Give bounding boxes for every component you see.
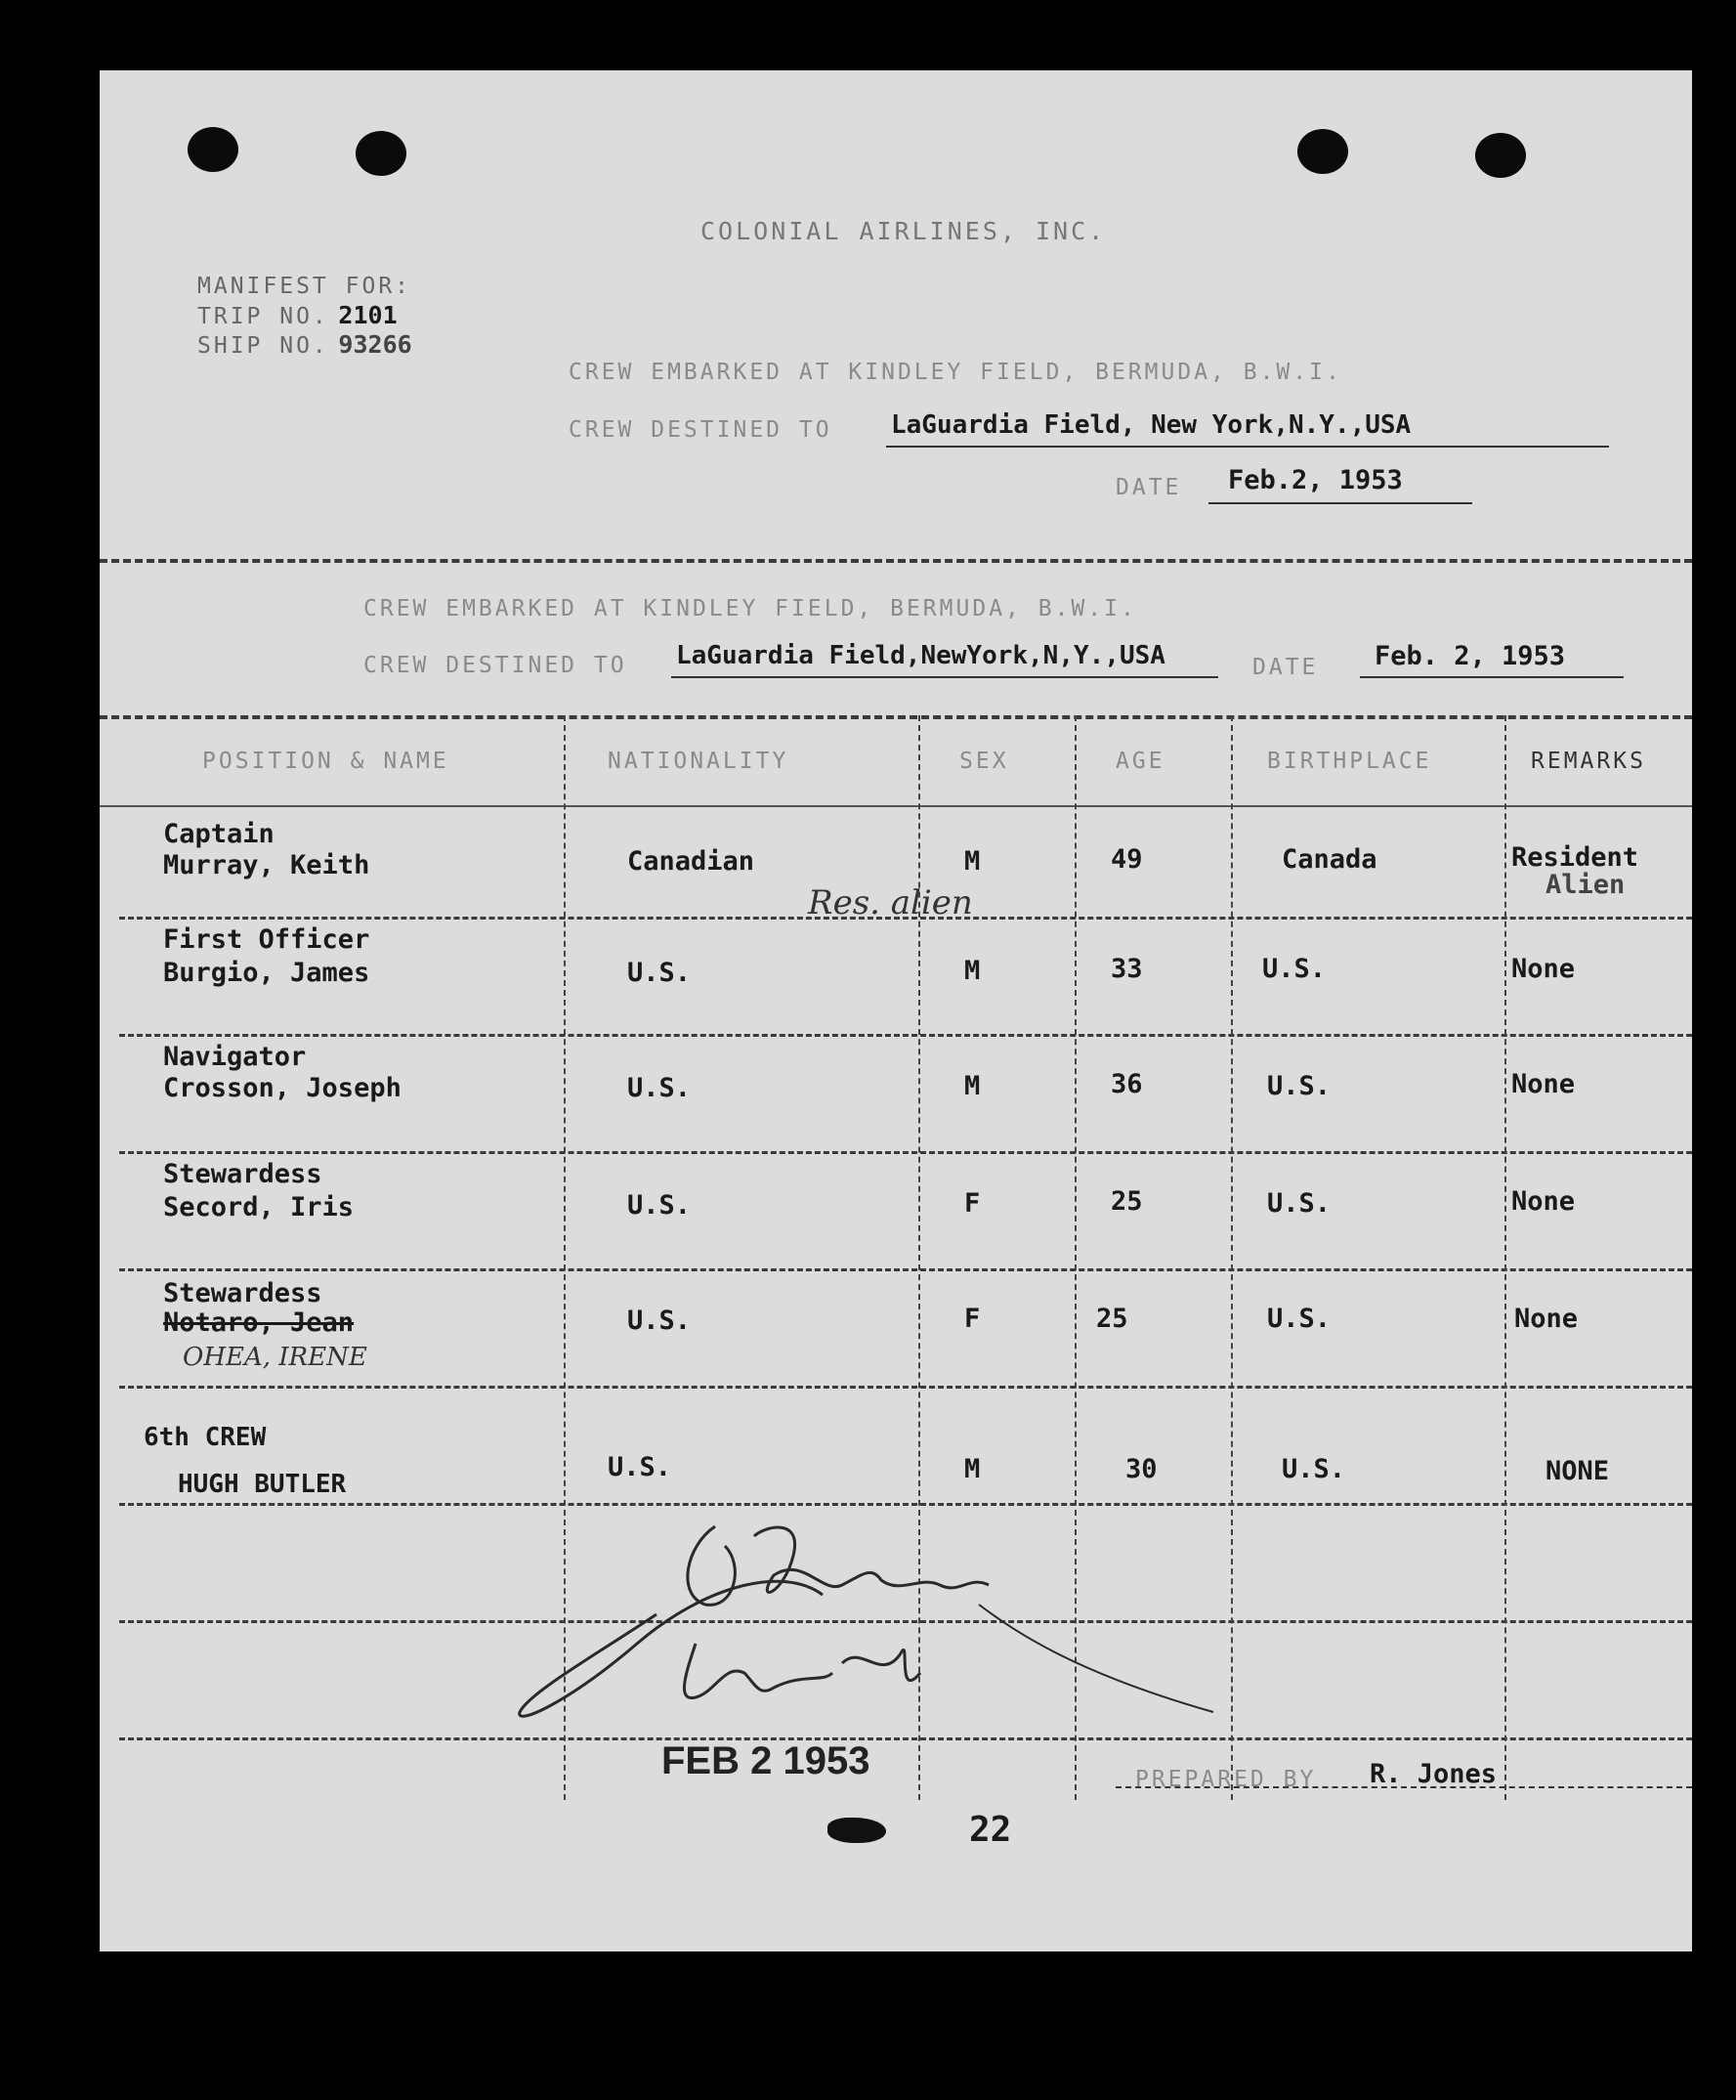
row4-remarks: None [1511, 1186, 1576, 1217]
punch-hole [188, 127, 238, 172]
row6-name: HUGH BUTLER [178, 1470, 347, 1499]
row-line [119, 1268, 1692, 1271]
row1-sex: M [964, 846, 981, 877]
row6-remarks: NONE [1545, 1456, 1610, 1486]
row-line [119, 1151, 1692, 1154]
top-destined-value: LaGuardia Field, New York,N.Y.,USA [891, 410, 1412, 440]
row4-sex: F [964, 1188, 981, 1219]
row5-sex: F [964, 1304, 981, 1334]
top-destined-underline [886, 446, 1609, 448]
row1-position: Captain [163, 819, 275, 849]
punch-hole [356, 131, 406, 176]
second-date-label: DATE [1252, 655, 1319, 680]
row1-name: Murray, Keith [163, 850, 370, 880]
row4-birthplace: U.S. [1267, 1188, 1332, 1219]
row5-age: 25 [1096, 1304, 1128, 1334]
row6-position: 6th CREW [144, 1423, 267, 1452]
header-birthplace: BIRTHPLACE [1267, 749, 1432, 774]
row2-birthplace: U.S. [1262, 954, 1327, 984]
trip-number: 2101 [338, 301, 398, 329]
header-sex: SEX [959, 749, 1009, 774]
second-destined-label: CREW DESTINED TO [363, 653, 627, 678]
row5-name-struck: Notaro, Jean [163, 1307, 355, 1338]
table-top-line [100, 715, 1692, 719]
row2-nationality: U.S. [627, 958, 692, 988]
row4-nationality: U.S. [627, 1190, 692, 1221]
top-date-value: Feb.2, 1953 [1228, 465, 1403, 495]
ship-label: SHIP NO. [197, 333, 329, 359]
prepared-by-name: R. Jones [1370, 1759, 1498, 1789]
row3-sex: M [964, 1071, 981, 1101]
row4-name: Secord, Iris [163, 1192, 355, 1222]
row6-birthplace: U.S. [1282, 1454, 1346, 1484]
ship-line [197, 330, 412, 359]
company-name: COLONIAL AIRLINES, INC. [700, 217, 1107, 245]
inspector-signature [510, 1487, 1252, 1741]
row-line [119, 1034, 1692, 1037]
second-destined-value: LaGuardia Field,NewYork,N,Y.,USA [676, 641, 1165, 670]
handwritten-replacement-name: OHEA, IRENE [183, 1343, 367, 1372]
second-embarked: CREW EMBARKED AT KINDLEY FIELD, BERMUDA, B.W.I. [363, 596, 1137, 621]
prepared-by-label: PREPARED BY [1135, 1767, 1317, 1792]
header-position-name: POSITION & NAME [202, 749, 449, 774]
row1-birthplace: Canada [1282, 844, 1377, 875]
row2-sex: M [964, 956, 981, 986]
header-bottom-line [100, 805, 1692, 807]
punch-hole [1475, 133, 1526, 178]
row2-position: First Officer [163, 924, 370, 955]
row3-remarks: None [1511, 1069, 1576, 1099]
handwritten-res-alien: Res. alien [808, 883, 973, 922]
prepared-by-underline [1116, 1786, 1692, 1788]
date-stamp: FEB 2 1953 [661, 1739, 870, 1782]
ship-number: 93266 [338, 330, 412, 359]
top-date-underline [1208, 502, 1472, 504]
header-nationality: NATIONALITY [608, 749, 789, 774]
row1-nationality: Canadian [627, 846, 755, 877]
top-embarked: CREW EMBARKED AT KINDLEY FIELD, BERMUDA, B.W.I. [569, 360, 1342, 385]
row5-position: Stewardess [163, 1278, 322, 1308]
row6-age: 30 [1125, 1454, 1158, 1484]
row2-name: Burgio, James [163, 958, 370, 988]
trip-line [197, 301, 398, 329]
column-line [1504, 715, 1506, 1800]
manifest-label: MANIFEST FOR: [197, 274, 412, 299]
row6-nationality: U.S. [608, 1452, 672, 1482]
top-destined-label: CREW DESTINED TO [569, 417, 832, 443]
page-number: 22 [969, 1810, 1012, 1850]
row4-age: 25 [1111, 1186, 1143, 1217]
second-destined-underline [671, 676, 1218, 678]
row1-age: 49 [1111, 844, 1143, 875]
second-date-underline [1360, 676, 1624, 678]
row3-nationality: U.S. [627, 1073, 692, 1103]
separator-line [100, 559, 1692, 563]
row3-position: Navigator [163, 1042, 307, 1072]
row5-nationality: U.S. [627, 1306, 692, 1336]
row6-sex: M [964, 1454, 981, 1484]
ink-blot [827, 1818, 886, 1843]
row1-remarks: Resident [1511, 842, 1639, 873]
second-date-value: Feb. 2, 1953 [1375, 641, 1566, 671]
row5-birthplace: U.S. [1267, 1304, 1332, 1334]
row2-age: 33 [1111, 954, 1143, 984]
trip-label: TRIP NO. [197, 304, 329, 329]
row-line [119, 1386, 1692, 1389]
punch-hole [1297, 129, 1348, 174]
row3-age: 36 [1111, 1069, 1143, 1099]
top-date-label: DATE [1116, 475, 1182, 500]
row1-remarks-cont: Alien [1545, 870, 1626, 900]
manifest-page [100, 70, 1692, 1951]
row3-birthplace: U.S. [1267, 1071, 1332, 1101]
row2-remarks: None [1511, 954, 1576, 984]
row3-name: Crosson, Joseph [163, 1073, 402, 1103]
row4-position: Stewardess [163, 1159, 322, 1189]
header-remarks: REMARKS [1531, 749, 1646, 774]
header-age: AGE [1116, 749, 1165, 774]
row5-remarks: None [1514, 1304, 1579, 1334]
